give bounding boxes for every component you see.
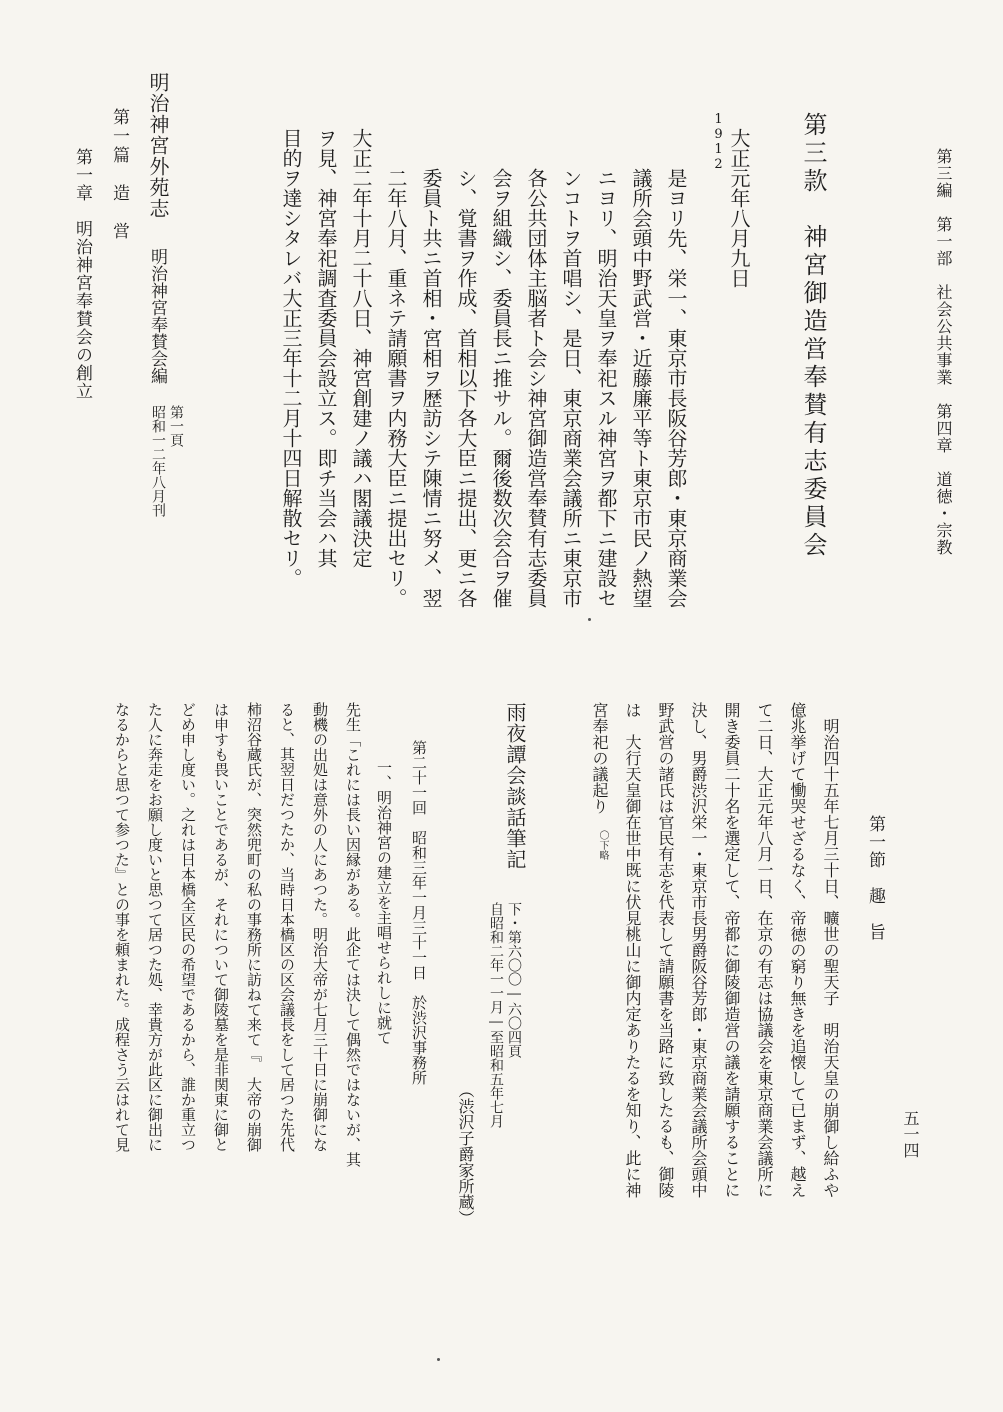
section1-line: て二日、大正元年八月一日、在京の有志は協議会を東京商業会議所に [755, 702, 774, 1198]
talk-line: た人に奔走をお願し度いと思つて居つた処、幸貴方が此区に御出に [146, 702, 164, 1152]
topic-line: 一、明治神宮の建立を主唱せられしに就て [375, 760, 393, 1045]
talk-line: なるからと思つて参つた』との事を頼まれた。成程さう云はれて見 [113, 702, 131, 1152]
session-line: 第二十一回 昭和三年一月三十一日 於渋沢事務所 [410, 740, 428, 1085]
entry-line: 是ヨリ先、栄一、東京市長阪谷芳郎・東京商業会 [664, 168, 688, 608]
section1-line: 宮奉祀の議起り [590, 702, 609, 814]
year-note: 1912 [711, 112, 726, 172]
talk-line: 先生「これには長い因縁がある。此企ては決して偶然ではないが、其 [344, 702, 362, 1167]
entry-line: 会ヲ組織シ、委員長ニ推サル。爾後数次会合ヲ催 [489, 168, 513, 608]
source2-pages: 下・第六〇〇―六〇四頁 [506, 902, 522, 1058]
scan-speck [588, 618, 591, 621]
talk-line: 動機の出処は意外の人にあつた。明治大帝が七月三十日に崩御にな [311, 702, 329, 1152]
entry-line: ンコトヲ首唱シ、是日、東京商業会議所ニ東京市 [559, 168, 583, 608]
source1-part: 第一篇 造 営 [109, 108, 129, 241]
entry-line: 議所会頭中野武営・近藤廉平等ト東京市民ノ熱望 [629, 168, 653, 608]
source2-range: 自昭和二年一一月―至昭和五年七月 [488, 902, 504, 1128]
running-head: 第三編 第一部 社会公共事業 第四章 道徳・宗教 [934, 148, 953, 556]
source2-title: 雨夜譚会談話筆記 [503, 702, 527, 870]
entry-date: 大正元年八月九日 [727, 128, 751, 288]
section1-line: 野武営の諸氏は官民有志を代表して請願書を当路に致したるも、御陵 [656, 702, 675, 1198]
source1-chapter: 第一章 明治神宮奉賛会の創立 [72, 148, 92, 400]
talk-line: は申すも畏いことであるが、それについて御陵墓を是非関東に御と [212, 702, 230, 1152]
entry-line: 目的ヲ達シタレバ大正三年十二月十四日解散セリ。 [279, 128, 303, 588]
section1-line: 明治四十五年七月三十日、曠世の聖天子 明治天皇の崩御し給ふや [821, 718, 840, 1198]
section-heading: 第三款 神宮御造営奉賛有志委員会 [799, 112, 827, 560]
scan-speck [437, 1358, 440, 1361]
section1-heading: 第一節 趣 旨 [865, 815, 885, 941]
entry-line: シ、覚書ヲ作成、首相以下各大臣ニ提出、更ニ各 [454, 168, 478, 608]
source1-editor: 明治神宮奉賛会編 [147, 248, 167, 384]
source1-date: 昭和一二年八月刊 [150, 405, 166, 517]
talk-line: どめ申し度い。之れは日本橋全区民の希望であるから、誰か重立つ [179, 702, 197, 1152]
entry-line: 各公共団体主脳者ト会シ神宮御造営奉賛有志委員 [524, 168, 548, 608]
talk-line: ると、其翌日だつたか、当時日本橋区の区会議長をして居つた先代 [278, 702, 296, 1152]
entry-line: 大正二年十月二十八日、神宮創建ノ議ハ閣議決定 [349, 128, 373, 568]
source1-title: 明治神宮外苑志 [146, 72, 170, 219]
source2-collection: （渋沢子爵家所蔵） [456, 1082, 475, 1226]
talk-line: 柿沼谷蔵氏が、突然兜町の私の事務所に訪ねて来て『 大帝の崩御 [245, 702, 263, 1152]
section1-line: は 大行天皇御在世中既に伏見桃山に御内定ありたるを知り、此に神 [623, 702, 642, 1198]
entry-line: ヲ見、神宮奉祀調査委員会設立ス。即チ当会ハ其 [314, 128, 338, 568]
entry-line: ニヨリ、明治天皇ヲ奉祀スル神宮ヲ都下ニ建設セ [594, 168, 618, 608]
source1-page: 第一頁 [168, 405, 184, 447]
section1-line: 億兆挙げて慟哭せざるなく、帝徳の窮り無きを追懐して已まず、越え [788, 702, 807, 1198]
entry-line: 二年八月、重ネテ請願書ヲ内務大臣ニ提出セリ。 [384, 168, 408, 608]
omission-note: 〇下略 [597, 830, 608, 860]
section1-line: 決し、男爵渋沢栄一・東京市長男爵阪谷芳郎・東京商業会議所会頭中 [689, 702, 708, 1198]
page-number: 五一四 [901, 1110, 920, 1158]
entry-line: 委員ト共ニ首相・宮相ヲ歴訪シテ陳情ニ努メ、翌 [419, 168, 443, 608]
section1-line: 開き委員二十名を選定して、帝都に御陵御造営の議を請願することに [722, 702, 741, 1198]
